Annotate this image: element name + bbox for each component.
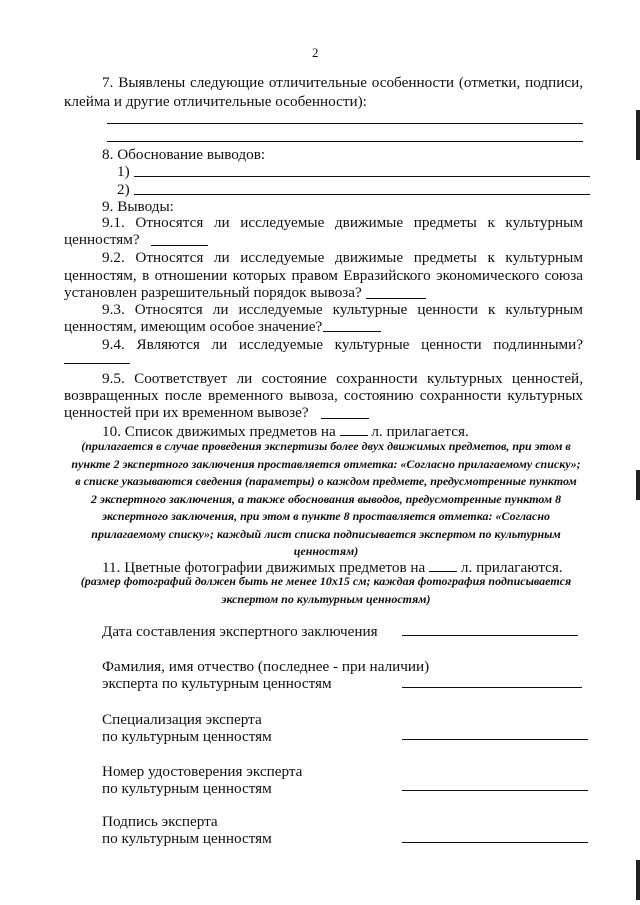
section11-note-line: экспертом по культурным ценностям) [221, 591, 431, 606]
q91-line2: ценностям? [64, 231, 140, 248]
section10-note-line: 2 экспертного заключения, а также обоснования выводов, предусмотренные пунктом 8 [90, 491, 562, 506]
section11-text-after: л. прилагаются. [460, 559, 563, 576]
q94-answer-blank [64, 363, 130, 364]
q92-line3: установлен разрешительный порядок вывоза? [64, 284, 362, 301]
section10-note-line: в списке указываются сведения (параметры) о каждом предмете, предусмотренные пунктом [75, 474, 577, 488]
expert-name-blank [402, 687, 582, 688]
date-label: Дата составления экспертного заключения [102, 623, 378, 640]
section10-note [62, 438, 590, 561]
section10-note-line: (прилагается в случае проведения экспертизы более двух движимых предметов, при этом в [81, 439, 571, 453]
section7-line1: 7. Выявлены следующие отличительные особенности (отметки, подписи, [102, 74, 583, 91]
certificate-blank [402, 790, 588, 791]
section10-pages-blank [340, 421, 368, 436]
page-number: 2 [312, 45, 319, 60]
certificate-label-line1: Номер удостоверения эксперта [102, 763, 303, 780]
section8-item1-blank [134, 176, 590, 177]
section11-text-before: 11. Цветные фотографии движимых предметов на [102, 559, 426, 576]
section10-text-after: л. прилагается. [371, 423, 469, 440]
section10-note-line: прилагаемому списку»; каждый лист списка подписывается экспертом по культурным [91, 526, 561, 541]
q92-answer-blank [366, 298, 426, 299]
q93-line2: ценностям, имеющим особое значение? [64, 318, 323, 335]
section11-note-line: (размер фотографий должен быть не менее 10х15 см; каждая фотография подписывается [80, 574, 572, 588]
q95-line1: 9.5. Соответствует ли состояние сохранности культурных ценностей, [102, 370, 583, 387]
scan-edge-mark [636, 470, 640, 500]
q91-line1: 9.1. Относятся ли исследуемые движимые предметы к культурным [102, 214, 583, 231]
specialization-label-line2: по культурным ценностям [102, 728, 272, 745]
signature-label-line1: Подпись эксперта [102, 813, 218, 830]
scan-edge-mark [636, 860, 640, 900]
section8-item2: 2) [117, 181, 130, 198]
section11-pages-blank [429, 557, 457, 572]
q95-answer-blank [321, 418, 369, 419]
q93-line1: 9.3. Относятся ли исследуемые культурные ценности к культурным [102, 301, 583, 318]
section9-title: 9. Выводы: [102, 198, 174, 215]
q93-answer-blank [323, 331, 381, 332]
certificate-label-line2: по культурным ценностям [102, 780, 272, 797]
signature-label-line2: по культурным ценностям [102, 830, 272, 847]
expert-name-label-line2: эксперта по культурным ценностям [102, 675, 332, 692]
section7-blank-line-2 [107, 141, 583, 142]
q91-answer-blank [151, 245, 208, 246]
specialization-label-line1: Специализация эксперта [102, 711, 262, 728]
section8-item1: 1) [117, 163, 130, 180]
section10-note-line: экспертного заключения, при этом в пункте 8 проставляется отметка: «Согласно [101, 509, 551, 523]
q95-line3: ценностей при их временном вывозе? [64, 404, 309, 421]
scan-edge-mark [636, 110, 640, 160]
q92-line2: ценностям, в отношении которых правом Евразийского экономического союза [64, 267, 583, 284]
section10-note-line: ценностям) [293, 544, 359, 558]
specialization-blank [402, 739, 588, 740]
q94-line1: 9.4. Являются ли исследуемые культурные ценности подлинными? [102, 336, 583, 353]
section8-item2-blank [134, 194, 590, 195]
date-blank [402, 635, 578, 636]
q95-line2: возвращенных после временного вывоза, состоянию сохранности культурных [64, 387, 583, 404]
signature-blank [402, 842, 588, 843]
section11-note [62, 573, 590, 608]
section10-note-line: пункте 2 экспертного заключения проставляется отметка: «Согласно прилагаемому списку»; [71, 456, 581, 471]
expert-name-label-line1: Фамилия, имя отчество (последнее - при наличии) [102, 658, 430, 675]
q92-line1: 9.2. Относятся ли исследуемые движимые предметы к культурным [102, 249, 583, 266]
section7-blank-line-1 [107, 123, 583, 124]
section7-line2: клейма и другие отличительные особенности): [64, 93, 367, 110]
section8-title: 8. Обоснование выводов: [102, 146, 266, 163]
section10-text-before: 10. Список движимых предметов на [102, 423, 336, 440]
